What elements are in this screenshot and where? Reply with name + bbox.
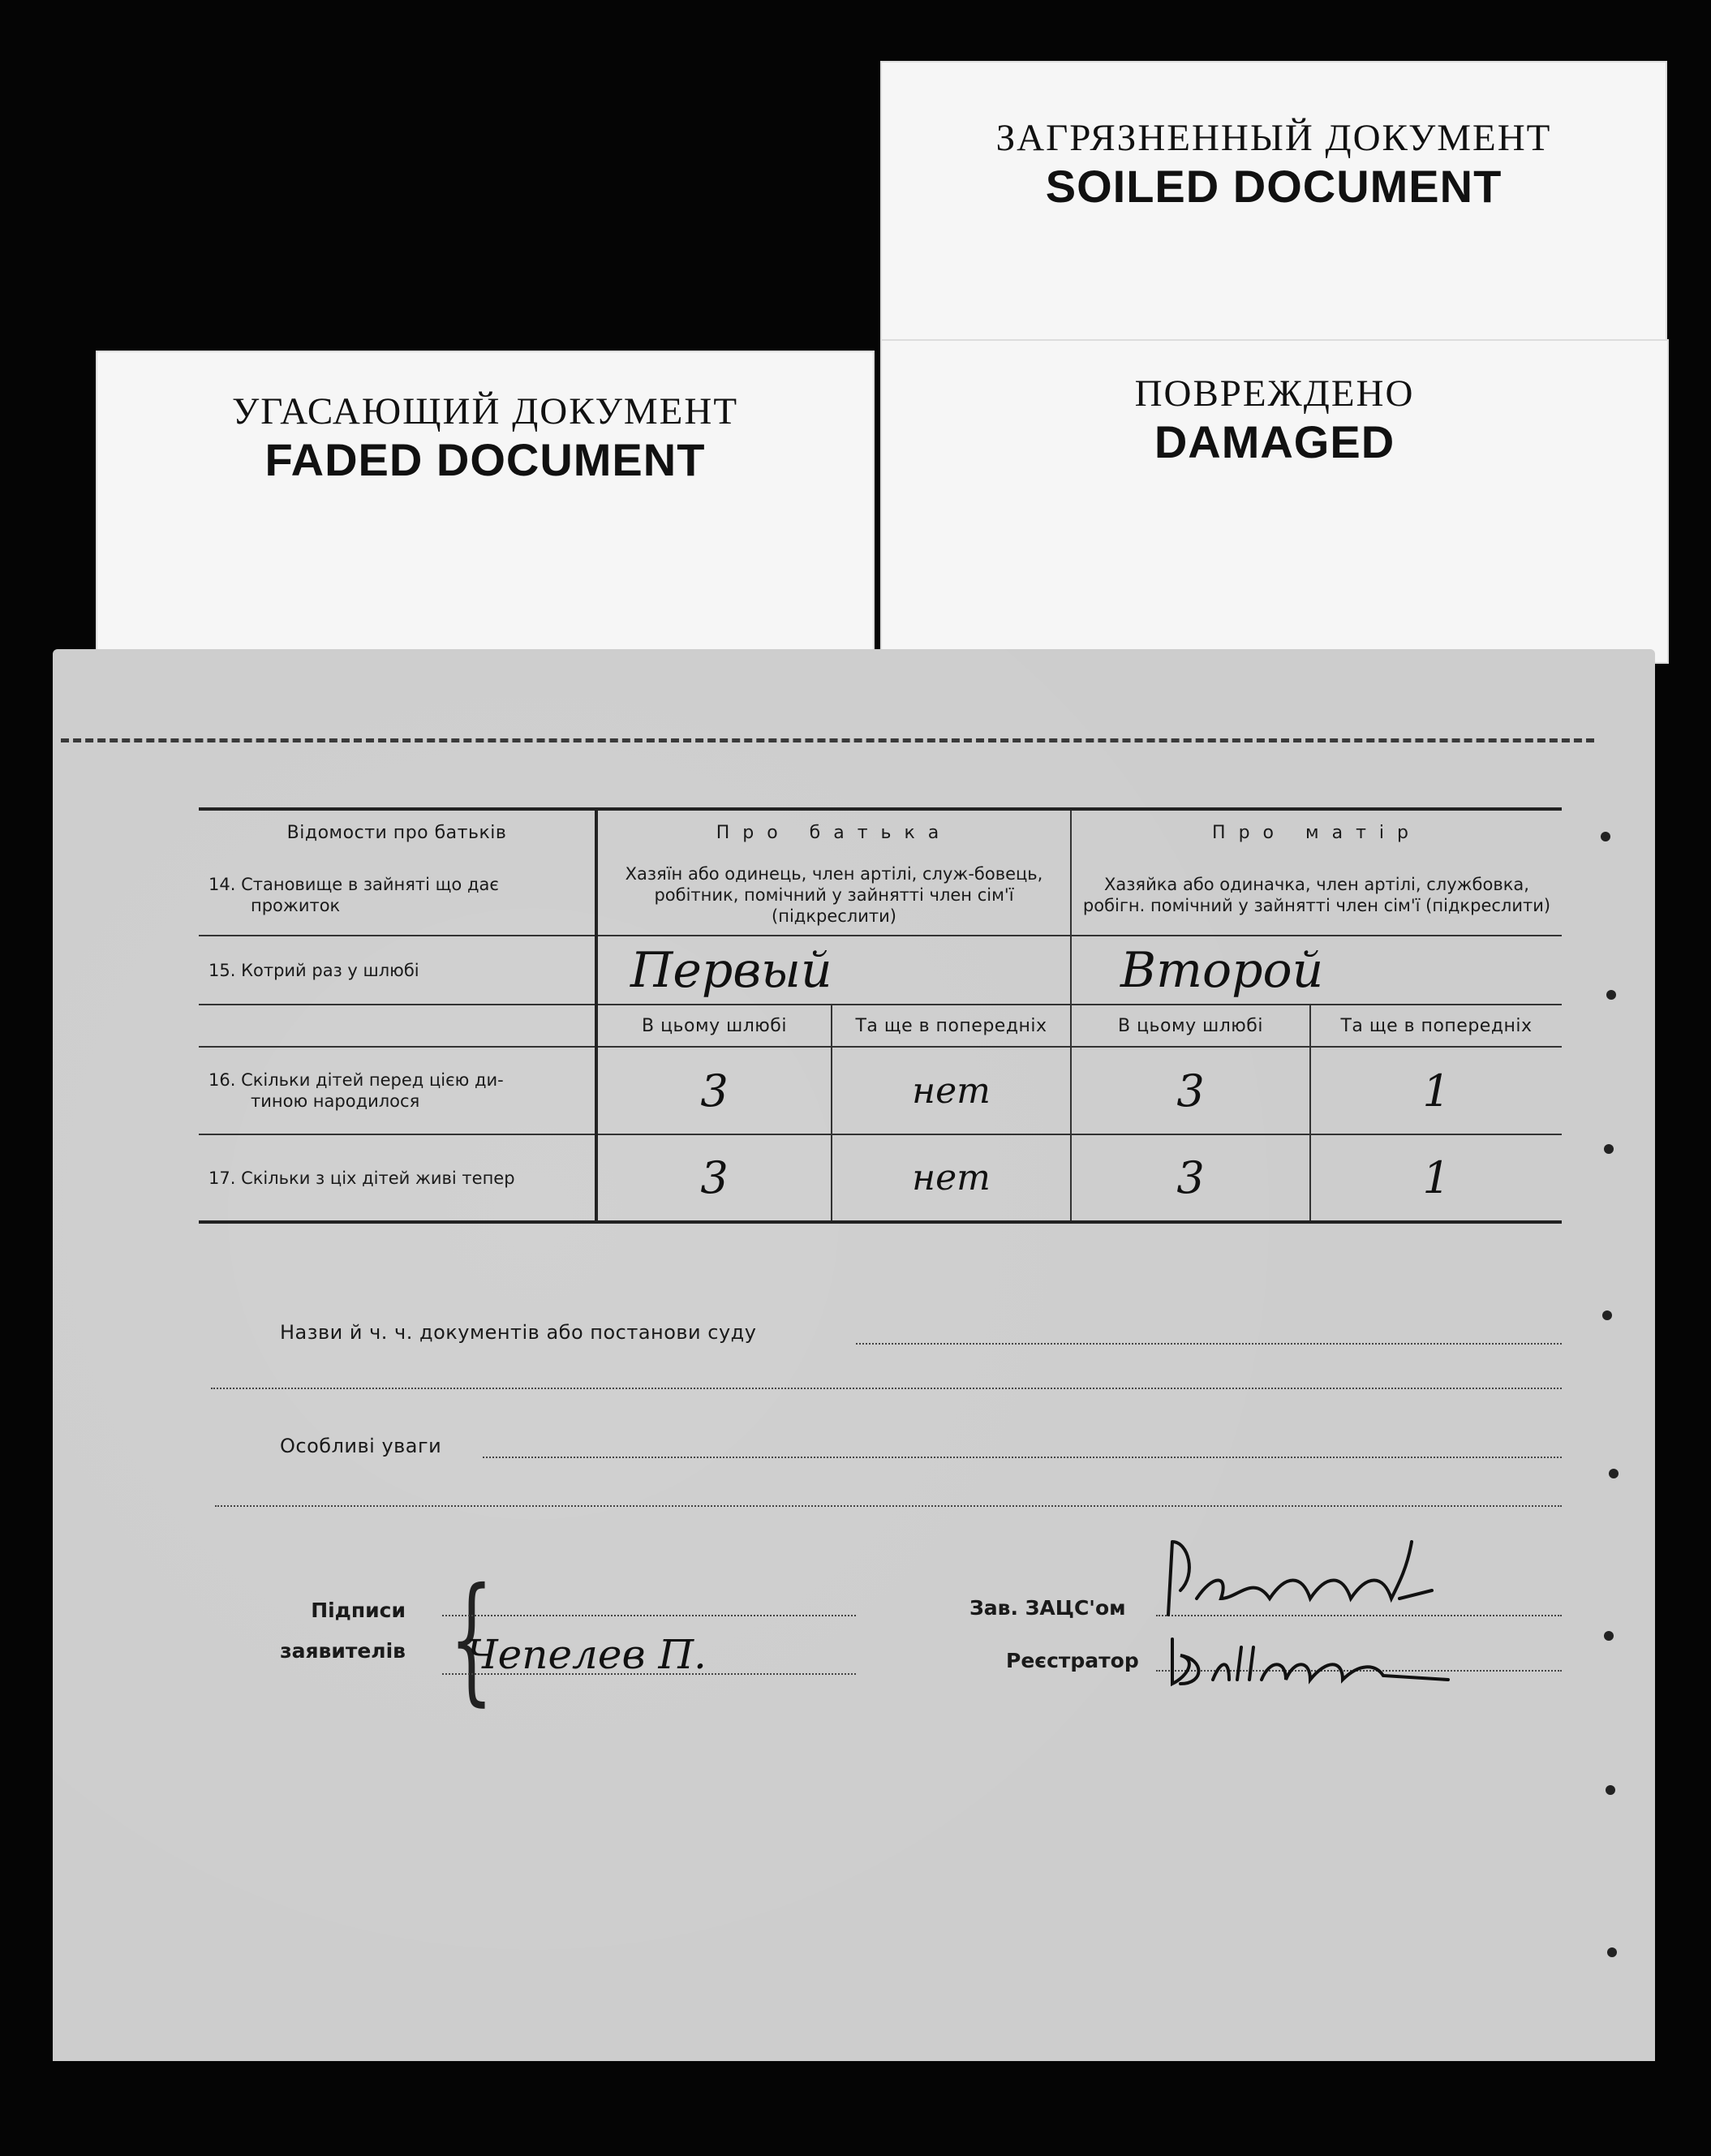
- subheader-father-previous: Та ще в попередніх: [832, 1005, 1071, 1047]
- faded-label-en: FADED DOCUMENT: [264, 434, 706, 485]
- parents-info-table: [199, 807, 1562, 1224]
- soiled-label-ru: ЗАГРЯЗНЕННЫЙ ДОКУМЕНТ: [995, 117, 1552, 159]
- soiled-label-en: SOILED DOCUMENT: [1045, 161, 1502, 212]
- row16-label: [199, 1047, 596, 1134]
- zags-head-label: Зав. ЗАЦС'ом: [969, 1596, 1126, 1620]
- perforation-line: [61, 738, 1594, 742]
- col-header-father: Про батька: [596, 809, 1071, 854]
- faded-document-label: [96, 351, 875, 675]
- punch-hole: [1606, 1785, 1615, 1795]
- row16-mother-this: 3: [1071, 1047, 1310, 1134]
- row16-label-line2: тиною народилося: [251, 1091, 420, 1111]
- documents-field-label: Назви й ч. ч. документів або постанови суду: [280, 1321, 757, 1344]
- punch-hole: [1604, 1144, 1614, 1154]
- notes-field-line: [483, 1457, 1562, 1458]
- row16-label-line1: 16. Скільки дітей перед цією ди-: [209, 1070, 504, 1090]
- row14-label: [199, 854, 596, 936]
- row17-mother-this: 3: [1071, 1134, 1310, 1222]
- row14-label-line2: прожиток: [251, 895, 341, 915]
- punch-hole: [1609, 1469, 1619, 1478]
- notes-field-line-2: [215, 1505, 1562, 1507]
- punch-hole: [1601, 832, 1610, 841]
- notes-field-label: Особливі уваги: [280, 1435, 442, 1457]
- applicants-signature-label-2: заявителів: [280, 1639, 406, 1663]
- row17-label: 17. Скільки з ціх дітей живі тепер: [209, 1168, 515, 1188]
- row15-label: 15. Котрий раз у шлюбі: [199, 936, 596, 1005]
- applicant-signature-line: [442, 1615, 856, 1616]
- registrar-label: Реєстратор: [1006, 1649, 1139, 1672]
- registrar-signature: [1164, 1627, 1505, 1700]
- subheader-father-this: В цьому шлюбі: [596, 1005, 832, 1047]
- punch-hole: [1604, 1631, 1614, 1641]
- row17-father-previous: нет: [832, 1134, 1071, 1222]
- signature-brace: {: [449, 1559, 494, 1719]
- applicants-signature-label-1: Підписи: [311, 1599, 406, 1622]
- punch-hole: [1606, 990, 1616, 1000]
- damaged-label-en: DAMAGED: [1154, 416, 1395, 467]
- form-sheet: [53, 649, 1655, 2061]
- documents-field-line-2: [211, 1388, 1562, 1389]
- row16-father-this: 3: [596, 1047, 832, 1134]
- damaged-label-ru: ПОВРЕЖДЕНО: [1134, 372, 1415, 415]
- row15-father-value: Первый: [596, 936, 1071, 1005]
- col-header-mother: Про матір: [1071, 809, 1562, 854]
- subheader-mother-previous: Та ще в попередніх: [1310, 1005, 1562, 1047]
- punch-hole: [1602, 1310, 1612, 1320]
- row17-father-this: 3: [596, 1134, 832, 1222]
- row15-mother-value: Второй: [1071, 936, 1562, 1005]
- faded-label-ru: УГАСАЮЩИЙ ДОКУМЕНТ: [231, 390, 739, 432]
- row17-mother-previous: 1: [1310, 1134, 1562, 1222]
- row14-label-line1: 14. Становище в зайняті що дає: [209, 874, 499, 894]
- col-header-parents-info: Відомости про батьків: [286, 822, 507, 843]
- damaged-document-label: [880, 339, 1669, 664]
- row14-father-occupation: Хазяїн або одинець, член артілі, служ-бовець, робітник, помічний у зайнятті член сім'ї (підкреслити): [596, 854, 1071, 936]
- subheader-mother-this: В цьому шлюбі: [1071, 1005, 1310, 1047]
- row14-mother-occupation: Хазяйка або одиначка, член артілі, службовка, робігн. помічний у зайнятті член сім'ї (підкреслити): [1071, 854, 1562, 936]
- soiled-document-label: [880, 61, 1667, 353]
- row16-father-previous: нет: [832, 1047, 1071, 1134]
- punch-hole: [1607, 1947, 1617, 1957]
- documents-field-line: [856, 1343, 1562, 1345]
- row16-mother-previous: 1: [1310, 1047, 1562, 1134]
- zags-head-signature: [1156, 1526, 1464, 1623]
- applicant-signature-handwriting: Чепелев П.: [466, 1631, 707, 1678]
